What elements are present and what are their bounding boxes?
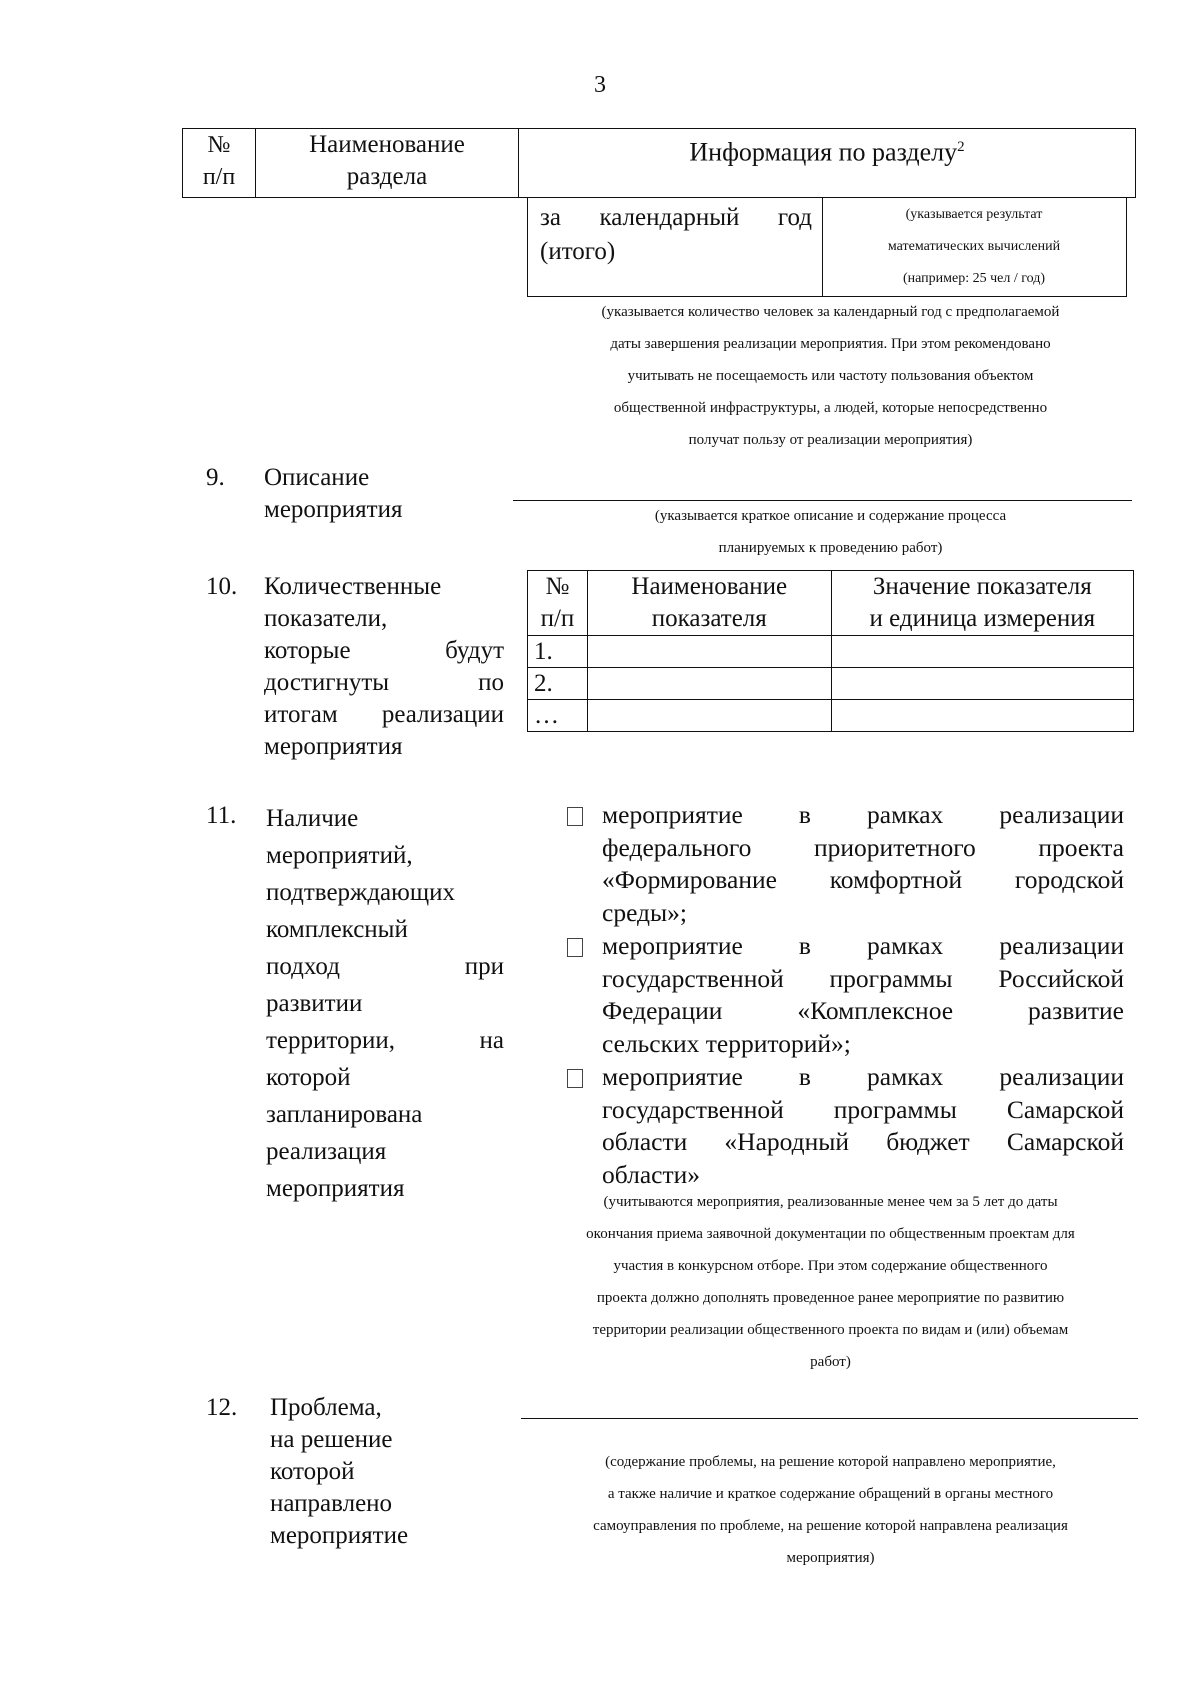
section-10-label-line: достигнуты по — [264, 669, 504, 696]
header-col-number-line2: п/п — [202, 164, 236, 190]
row-name-cell[interactable] — [587, 700, 831, 732]
indicators-col-number-line: № — [545, 573, 570, 600]
section-10-label — [264, 571, 504, 763]
section-11-label-line: подход при — [266, 953, 504, 980]
indicators-col-name — [587, 571, 831, 636]
option-1-line: федерального приоритетного проекта — [602, 832, 1124, 862]
header-col-info-text: Информация по разделу — [689, 137, 958, 167]
indicators-col-value-line: Значение показателя — [872, 573, 1092, 600]
row-number: 2. — [528, 668, 588, 700]
people-hint-line: (указывается количество человек за календарный год с предполагаемой — [601, 304, 1060, 320]
section-11-label-line: развитии — [266, 990, 363, 1017]
indicators-table-header — [528, 571, 1134, 636]
page-number: 3 — [594, 72, 606, 98]
section-12-label-line: Проблема, — [270, 1394, 382, 1421]
section-12-label — [270, 1392, 510, 1552]
people-hint-line: даты завершения реализации мероприятия. При этом рекомендовано — [610, 336, 1051, 352]
section-12-fill-line — [521, 1418, 1138, 1419]
section-11-hint-line: работ) — [810, 1354, 851, 1370]
option-3-line: мероприятие в рамках реализации — [602, 1062, 1124, 1091]
indicators-col-number-line: п/п — [540, 605, 575, 632]
row-value-cell[interactable] — [831, 636, 1133, 668]
section-10-label-line: которые будут — [264, 637, 504, 664]
section-12-hint-line: мероприятия) — [786, 1550, 875, 1566]
section-11-hint-line: участия в конкурсном отборе. При этом содержание общественного — [613, 1258, 1048, 1274]
header-col-name — [256, 129, 519, 197]
section-11-label-line: комплексный — [266, 916, 408, 943]
option-2-line: сельских территорий»; — [602, 1028, 851, 1058]
header-col-number — [183, 129, 256, 197]
section-11-label-line: запланирована — [266, 1101, 423, 1128]
section-12-label-line: мероприятие — [270, 1522, 409, 1549]
section-10-label-line: мероприятия — [264, 733, 403, 760]
section-10-label-line: итогам реализации — [264, 701, 504, 728]
calendar-year-box — [527, 197, 1127, 297]
section-11-hint-line: проекта должно дополнять проведенное ранее мероприятие по развитию — [596, 1290, 1065, 1306]
section-11-label-line: Наличие — [266, 805, 359, 832]
option-2-checkbox[interactable] — [567, 938, 583, 957]
section-table-header — [182, 128, 1136, 198]
row-value-cell[interactable] — [831, 668, 1133, 700]
section-9-number: 9. — [206, 464, 225, 491]
option-3-checkbox[interactable] — [567, 1069, 583, 1088]
option-3-line: государственной программы Самарской — [602, 1094, 1124, 1124]
section-11-label-line: реализация — [266, 1138, 387, 1165]
indicators-col-name-line: Наименование — [631, 573, 788, 600]
people-hint-line: учитывать не посещаемость или частоту пользования объектом — [627, 368, 1034, 384]
option-2-text — [602, 930, 1124, 1060]
section-12-number: 12. — [206, 1394, 238, 1421]
section-12-hint-line: а также наличие и краткое содержание обращений в органы местного — [607, 1486, 1054, 1502]
row-name-cell[interactable] — [587, 636, 831, 668]
section-9-hint — [527, 500, 1134, 564]
section-11-hint-line: окончания приема заявочной документации по общественным проектам для — [586, 1226, 1075, 1242]
section-11-hint-line: территории реализации общественного проекта по видам и (или) объемам — [592, 1322, 1069, 1338]
calendar-year-label-line2: (итого) — [540, 238, 616, 265]
section-11-label-line: подтверждающих — [266, 879, 455, 906]
indicators-col-value-line: и единица измерения — [869, 605, 1096, 632]
section-11-hint-line: (учитываются мероприятия, реализованные менее чем за 5 лет до даты — [603, 1194, 1058, 1210]
people-hint-line: получат пользу от реализации мероприятия) — [688, 432, 973, 448]
option-3-line: области «Народный бюджет Самарской — [602, 1127, 1124, 1156]
header-col-name-line2: раздела — [346, 163, 428, 190]
option-3-text — [602, 1061, 1124, 1191]
indicators-col-number — [528, 571, 588, 636]
indicators-col-value — [831, 571, 1133, 636]
section-10-number: 10. — [206, 573, 238, 600]
indicators-col-name-line: показателя — [651, 605, 767, 632]
section-12-hint — [527, 1446, 1134, 1574]
section-12-label-line: которой — [270, 1458, 355, 1485]
option-2-line: Федерации «Комплексное развитие — [602, 996, 1124, 1025]
calendar-year-hint — [824, 199, 1124, 295]
calendar-year-label-line1: за календарный год — [540, 204, 812, 231]
section-9-hint-line: (указывается краткое описание и содержание процесса — [654, 508, 1007, 524]
row-value-cell[interactable] — [831, 700, 1133, 732]
section-11-label-line: мероприятий, — [266, 842, 413, 869]
option-2-line: государственной программы Российской — [602, 963, 1124, 993]
header-col-name-line1: Наименование — [309, 131, 465, 158]
calendar-year-hint-line1: (указывается результат — [905, 207, 1043, 222]
calendar-year-label — [528, 197, 823, 296]
section-11-hint — [527, 1186, 1134, 1378]
section-11-label — [266, 800, 504, 1207]
option-1-text — [602, 799, 1124, 929]
header-col-number-line1: № — [207, 132, 231, 158]
row-number: 1. — [528, 636, 588, 668]
section-10-label-line: Количественные — [264, 573, 442, 600]
section-9-label-line: Описание — [264, 464, 370, 491]
section-12-label-line: на решение — [270, 1426, 393, 1453]
option-1-line: мероприятие в рамках реализации — [602, 800, 1124, 829]
row-name-cell[interactable] — [587, 668, 831, 700]
table-row — [528, 668, 1134, 700]
option-1-line: «Формирование комфортной городской — [602, 865, 1124, 894]
section-12-hint-line: (содержание проблемы, на решение которой направлено мероприятие, — [605, 1454, 1056, 1470]
people-count-hint — [527, 296, 1134, 456]
option-3-line: области» — [602, 1159, 700, 1189]
section-11-label-line: мероприятия — [266, 1175, 405, 1202]
option-1-line: среды»; — [602, 897, 687, 927]
footnote-mark: 2 — [957, 139, 965, 155]
section-10-label-line: показатели, — [264, 605, 388, 632]
section-9-label — [264, 462, 514, 526]
table-row — [528, 700, 1134, 732]
calendar-year-hint-line2: математических вычислений — [887, 239, 1061, 254]
row-number: … — [528, 700, 588, 732]
people-hint-line: общественной инфраструктуры, а людей, которые непосредственно — [613, 400, 1048, 416]
option-1-checkbox[interactable] — [567, 807, 583, 826]
section-11-label-line: которой — [266, 1064, 351, 1091]
section-11-label-line: территории, на — [266, 1027, 504, 1054]
header-col-info — [519, 131, 1135, 169]
indicators-table — [527, 570, 1134, 732]
section-11-number: 11. — [206, 802, 237, 829]
table-row — [528, 636, 1134, 668]
calendar-year-hint-line3: (например: 25 чел / год) — [902, 271, 1046, 286]
section-12-label-line: направлено — [270, 1490, 393, 1517]
option-2-line: мероприятие в рамках реализации — [602, 931, 1124, 960]
section-9-hint-line: планируемых к проведению работ) — [718, 540, 943, 556]
section-12-hint-line: самоуправления по проблеме, на решение которой направлена реализация — [593, 1518, 1068, 1534]
section-9-label-line: мероприятия — [264, 496, 403, 523]
